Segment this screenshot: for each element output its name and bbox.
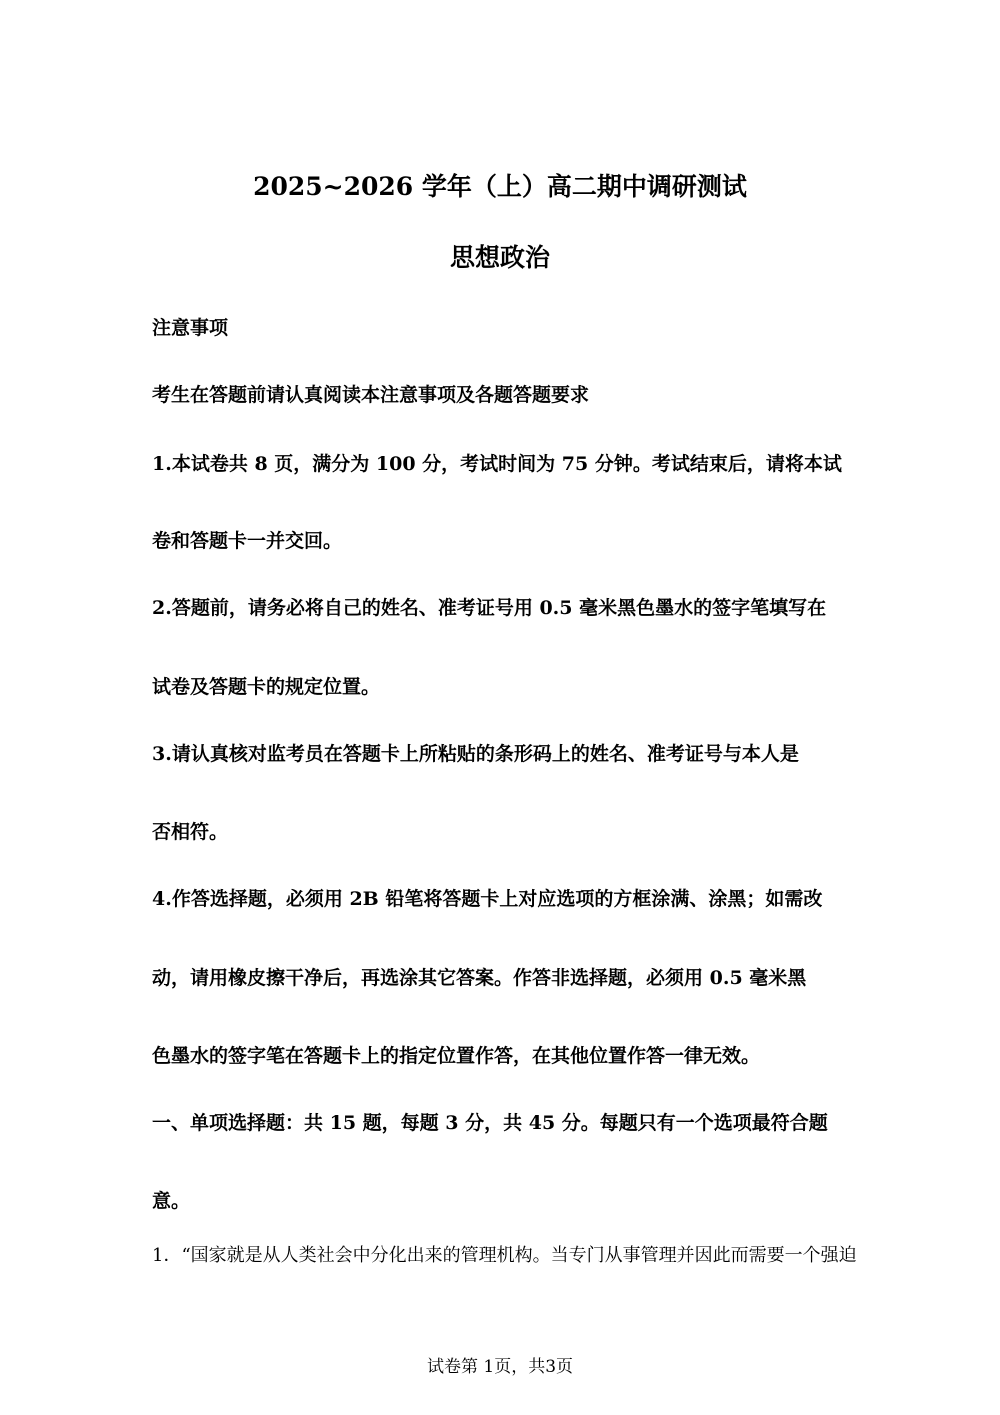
notice-line: 1.本试卷共 8 页，满分为 100 分，考试时间为 75 分钟。考试结束后，请将本试 [152, 453, 842, 475]
notice-line: 2.答题前，请务必将自己的姓名、准考证号用 0.5 毫米黑色墨水的签字笔填写在 [152, 597, 827, 619]
exam-title: 2025~2026 学年（上）高二期中调研测试 [253, 172, 747, 201]
section-heading: 一、单项选择题：共 15 题，每题 3 分，共 45 分。每题只有一个选项最符合题 [152, 1112, 828, 1134]
notice-line: 否相符。 [152, 821, 229, 843]
notice-line: 3.请认真核对监考员在答题卡上所粘贴的条形码上的姓名、准考证号与本人是 [152, 743, 799, 765]
notice-line: 卷和答题卡一并交回。 [152, 530, 343, 552]
page-footer: 试卷第 1页，共3页 [426, 1357, 574, 1377]
notice-heading: 注意事项 [152, 317, 229, 339]
exam-subject: 思想政治 [449, 243, 550, 272]
notice-intro: 考生在答题前请认真阅读本注意事项及各题答题要求 [152, 384, 590, 406]
notice-line: 色墨水的签字笔在答题卡上的指定位置作答，在其他位置作答一律无效。 [152, 1045, 761, 1067]
notice-line: 动，请用橡皮擦干净后，再选涂其它答案。作答非选择题，必须用 0.5 毫米黑 [152, 967, 807, 989]
question-1-text: 1．“国家就是从人类社会中分化出来的管理机构。当专门从事管理并因此而需要一个强迫 [152, 1245, 857, 1266]
section-heading-cont: 意。 [152, 1190, 191, 1212]
notice-line: 4.作答选择题，必须用 2B 铅笔将答题卡上对应选项的方框涂满、涂黑；如需改 [152, 888, 823, 910]
notice-line: 试卷及答题卡的规定位置。 [152, 676, 381, 698]
